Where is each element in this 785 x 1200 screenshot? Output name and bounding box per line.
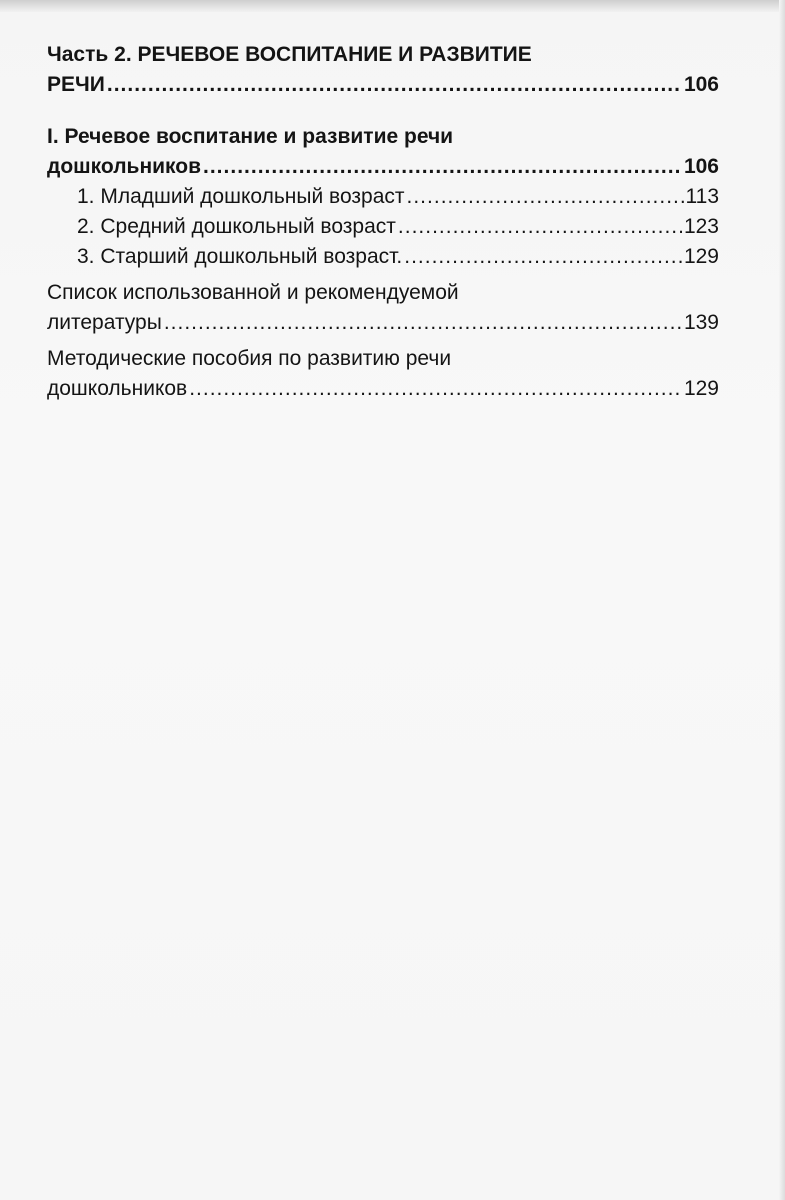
toc-entry-methodical-manuals [47, 344, 719, 404]
page-right-edge [779, 0, 785, 1200]
toc-entry-title: 1. Младший дошкольный возраст [77, 185, 405, 208]
page-top-edge [0, 0, 785, 12]
toc-entry-title-line: Методические пособия по развитию речи [47, 347, 452, 370]
dot-leader [407, 182, 684, 212]
toc-entry-title-line: I. Речевое воспитание и развитие речи [47, 125, 454, 148]
toc-entry-title-line: Список использованной и рекомендуемой [47, 281, 459, 304]
toc-entry-literature [47, 278, 719, 338]
toc-entry-title: 3. Старший дошкольный возраст. [77, 245, 403, 268]
dot-leader [404, 242, 682, 272]
toc-entry-title-end: дошкольников [47, 377, 188, 400]
dot-leader [203, 152, 682, 182]
dot-leader [189, 374, 682, 404]
dot-leader [107, 70, 682, 100]
toc-entry-middle-age [47, 212, 719, 242]
table-of-contents [47, 40, 719, 404]
toc-entry-title-end: РЕЧИ [47, 73, 105, 96]
toc-page-number: 129 [683, 377, 719, 400]
toc-page-number: 106 [683, 155, 719, 178]
toc-page-number: 139 [683, 311, 719, 334]
toc-page-number: 106 [683, 73, 719, 96]
toc-entry-section-1 [47, 122, 719, 182]
toc-page-number: 129 [683, 245, 719, 268]
toc-page-number: 123 [683, 215, 719, 238]
toc-entry-title-line: Часть 2. РЕЧЕВОЕ ВОСПИТАНИЕ И РАЗВИТИЕ [47, 43, 532, 66]
toc-page-number: 113 [685, 185, 719, 208]
toc-entry-part-2 [47, 40, 719, 100]
toc-entry-title-end: литературы [47, 311, 162, 334]
dot-leader [164, 308, 682, 338]
toc-entry-title-end: дошкольников [47, 155, 202, 178]
toc-entry-junior-age [47, 182, 719, 212]
toc-entry-title: 2. Средний дошкольный возраст [77, 215, 396, 238]
dot-leader [398, 212, 682, 242]
toc-entry-senior-age [47, 242, 719, 272]
